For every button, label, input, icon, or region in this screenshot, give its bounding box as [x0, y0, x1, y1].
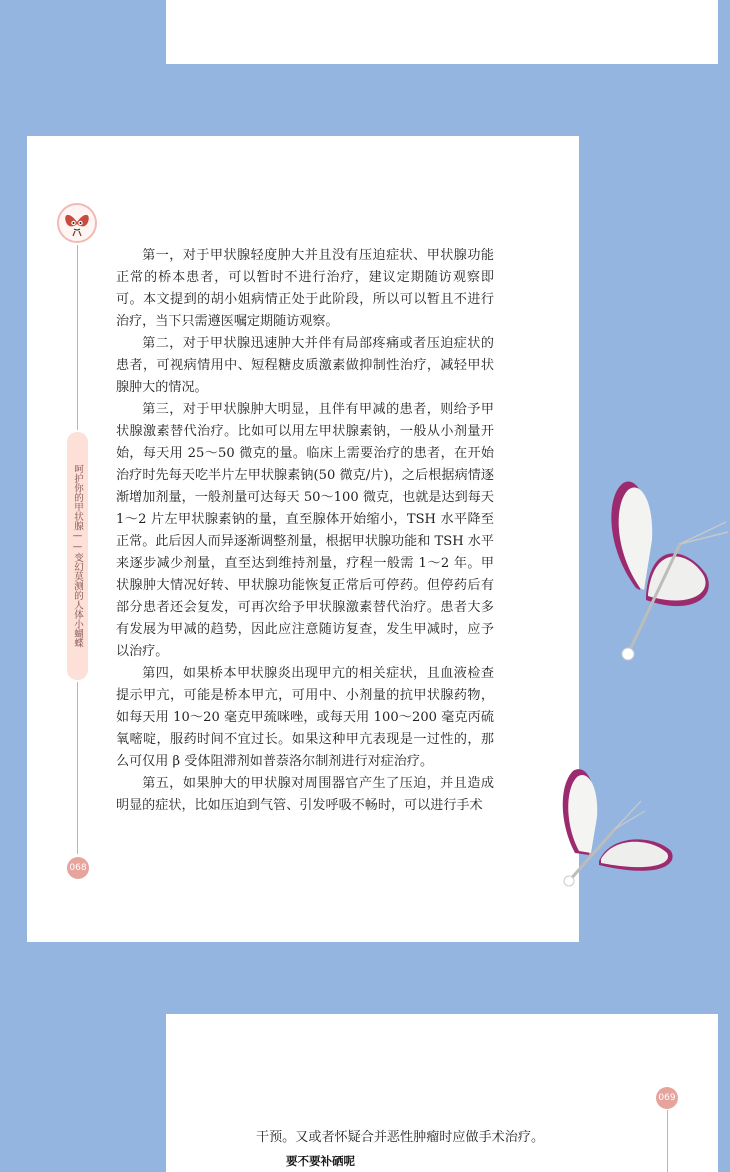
paragraph: 第二，对于甲状腺迅速肿大并伴有局部疼痛或者压迫症状的患者，可视病情用中、短程糖皮质激素做抑制性治疗，减轻甲状腺肿大的情况。 [116, 336, 494, 395]
continued-paragraph: 干预。又或者怀疑合并恶性肿瘤时应做手术治疗。 [256, 1130, 545, 1145]
page-number-right: 069 [656, 1087, 678, 1109]
paragraph: 第三，对于甲状腺肿大明显，且伴有甲减的患者，则给予甲状腺激素替代治疗。比如可以用左甲状腺素钠，一般从小剂量开始，每天用 25～50 微克的量。临床上需要治疗的患者，在开始治疗时先每天吃半片左甲状腺素钠(50 微克/片)，之后根据病情逐渐增加剂量，一般剂量可达每天 50～100 微克，也就是达到每天 1～2 片左甲状腺素钠的量，直至腺体开始缩小，TSH 水平降至正常。此后因人而异逐渐调整剂量，根据甲状腺功能和 TSH 水平来逐步减少剂量，直至达到维持剂量，疗程一般需 1～2 年。甲状腺肿大情况好转、甲状腺功能恢复正常后可停药。但停药后有部分患者还会复发，可再次给予甲状腺激素替代治疗。患者大多有发展为甲减的趋势，因此应注意随访复查，发生甲减时，应予以治疗。 [116, 402, 494, 659]
paragraph: 第五，如果肿大的甲状腺对周围器官产生了压迫，并且造成明显的症状，比如压迫到气管、引发呼吸不畅时，可以进行手术 [116, 776, 494, 813]
paragraph: 第一，对于甲状腺轻度肿大并且没有压迫症状、甲状腺功能正常的桥本患者，可以暂时不进行治疗，建议定期随访观察即可。本文提到的胡小姐病情正处于此阶段，所以可以暂且不进行治疗，当下只需遵医嘱定期随访观察。 [116, 248, 494, 329]
book-title-vertical: 呵护你的甲状腺——变幻莫测的人体小蝴蝶 [67, 432, 88, 680]
cartoon-thyroid-butterfly-icon [57, 203, 97, 243]
book-page-right [166, 1014, 718, 1172]
paper-butterfly-small-icon [545, 763, 685, 893]
sidebar-line-top [77, 245, 78, 430]
section-heading: 要不要补硒呢 [286, 1154, 355, 1168]
paragraph: 第四，如果桥本甲状腺炎出现甲亢的相关症状，且血液检查提示甲亢，可能是桥本甲亢，可用中、小剂量的抗甲状腺药物，如每天用 10～20 毫克甲巯咪唑，或每天用 100～200 毫克丙硫氧嘧啶，服药时间不宜过长。如果这种甲亢表现是一过性的，那么可仅用 β 受体阻滞剂如普萘洛尔制剂进行对症治疗。 [116, 666, 494, 769]
body-text [116, 245, 494, 817]
page-number-left: 068 [67, 857, 89, 879]
paper-butterfly-large-icon [588, 478, 730, 662]
sidebar-line-bottom [77, 682, 78, 854]
previous-page-fragment [166, 0, 718, 64]
